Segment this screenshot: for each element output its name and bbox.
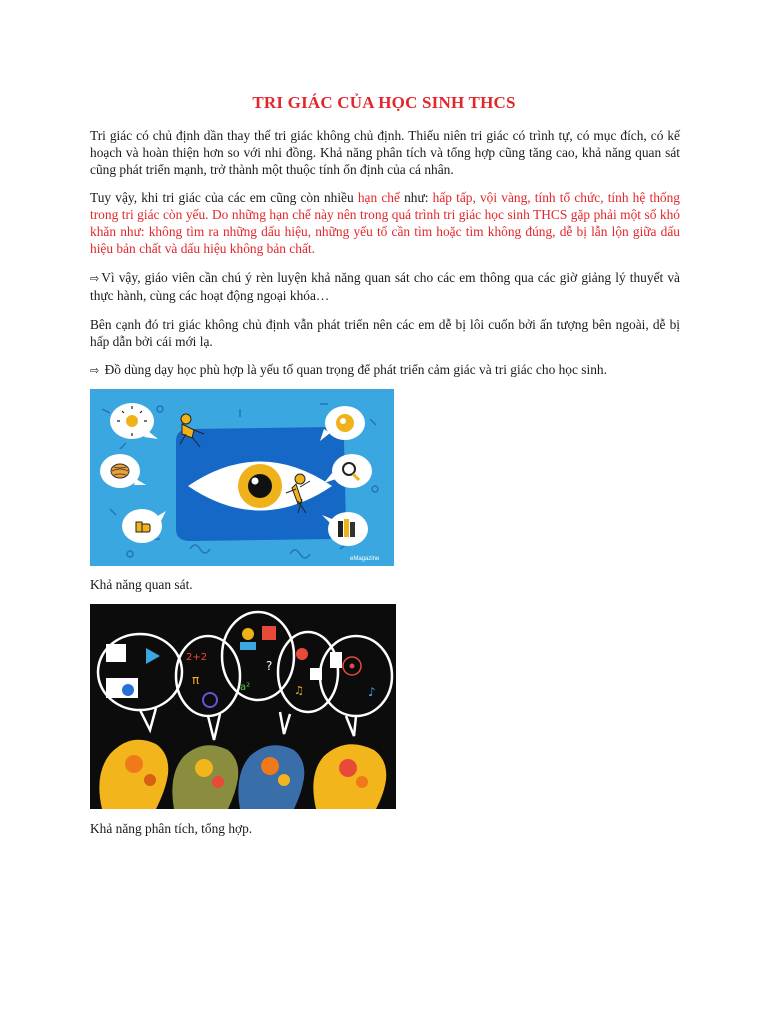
svg-text:♪: ♪ xyxy=(368,685,376,699)
paragraph-5 xyxy=(90,361,680,379)
svg-text:♫: ♫ xyxy=(294,684,304,697)
paragraph-2-part-c: như: xyxy=(399,190,433,205)
paragraph-2-highlight-list: hấp tấp, vội vàng, tính tổ chức, tính hệ thống trong tri giác còn yếu. Do những hạn chế này nên trong quá trình tri giác học sinh THCS gặp phải một số khó khăn như: không tìm ra những dấu hiệu, những yếu tố cần tìm hoặc tìm không đúng, dễ bị lẫn lộn giữa dấu hiệu bản chất và dấu hiệu không bản chất. xyxy=(90,190,680,256)
svg-text:π: π xyxy=(192,673,200,687)
page-title: TRI GIÁC CỦA HỌC SINH THCS xyxy=(252,93,516,112)
paragraph-5-text: Đồ dùng dạy học phù hợp là yếu tố quan trọng để phát triển cảm giác và tri giác cho học sinh. xyxy=(101,362,607,377)
arrow-right-icon: ⇨ xyxy=(90,272,100,285)
figure-2-caption: Khả năng phân tích, tổng hợp. xyxy=(90,821,253,836)
paragraph-1: Tri giác có chủ định dần thay thế tri giác không chủ định. Thiếu niên tri giác có trình tự, có mục đích, có kế hoạch và hoàn thiện hơn so với nhi đồng. Khả năng phân tích và tổng hợp cũng tăng cao, khả năng quan sát cũng phát triển mạnh, trở thành một thuộc tính ổn định của cá nhân. xyxy=(90,128,680,177)
paragraph-3 xyxy=(90,269,680,304)
svg-text:?: ? xyxy=(266,659,273,673)
paragraph-2-highlight-limit: hạn chế xyxy=(357,190,400,205)
paragraph-2 xyxy=(90,189,680,257)
paragraph-3-text: Vì vậy, giáo viên cần chú ý rèn luyện khả năng quan sát cho các em thông qua các giờ giảng lý thuyết và thực hành, cùng các hoạt động ngoại khóa… xyxy=(90,270,680,303)
svg-text:a²: a² xyxy=(240,682,251,693)
arrow-right-icon: ⇨ xyxy=(90,364,100,377)
paragraph-4: Bên cạnh đó tri giác không chủ định vẫn phát triển nên các em dễ bị lôi cuốn bởi ấn tượng bên ngoài, dễ bị hấp dẫn bởi cái mới lạ. xyxy=(90,317,680,349)
paragraph-2-part-a: Tuy vậy, khi tri giác của các em cũng còn nhiều xyxy=(90,190,358,205)
watermark-text: eMagazine xyxy=(350,556,380,562)
svg-text:2+2: 2+2 xyxy=(186,652,208,663)
observation-illustration xyxy=(90,389,394,566)
analysis-synthesis-illustration xyxy=(90,604,396,809)
figure-1-caption: Khả năng quan sát. xyxy=(90,577,193,592)
